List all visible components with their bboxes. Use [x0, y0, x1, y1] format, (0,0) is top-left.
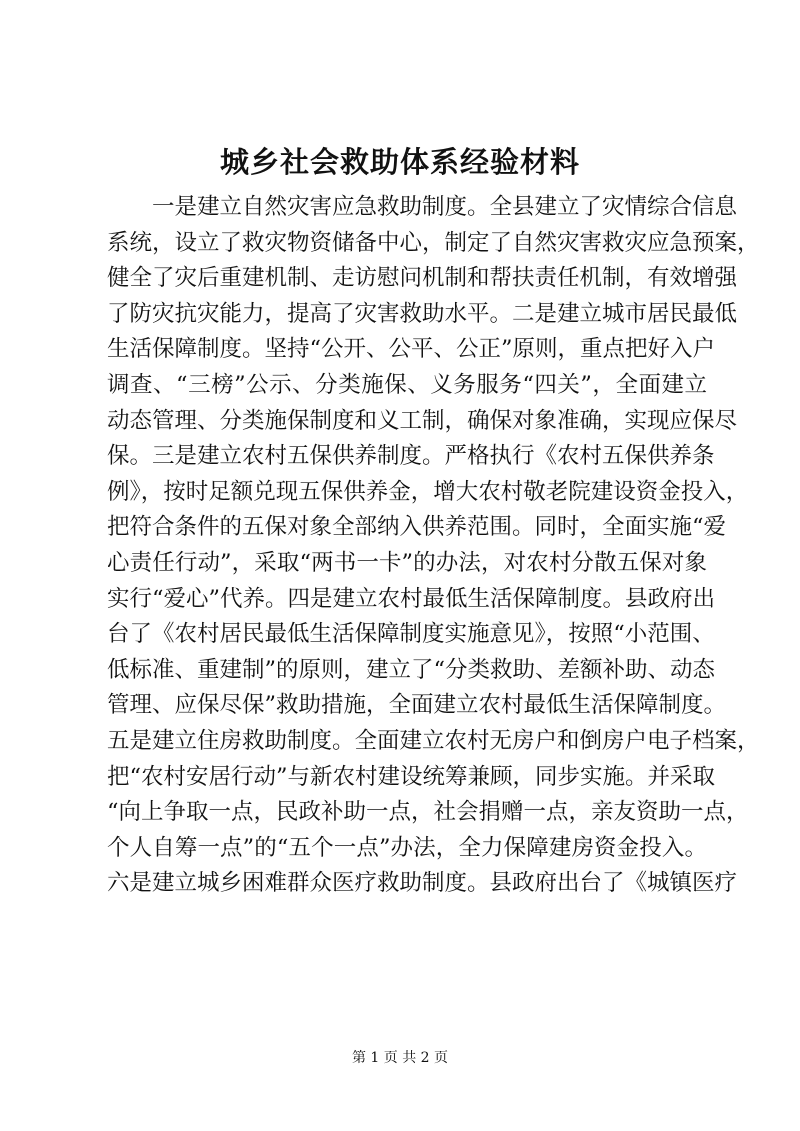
- body-line: 低标准、重建制”的原则，建立了“分类救助、差额补助、动态: [107, 656, 716, 683]
- document-body: [107, 190, 760, 902]
- body-line: 生活保障制度。坚持“公开、公平、公正”原则，重点把好入户: [107, 336, 716, 363]
- body-line: 台了《农村居民最低生活保障制度实施意见》，按照“小范围、: [107, 621, 715, 648]
- page-footer: 第 1 页 共 2 页: [351, 1050, 449, 1066]
- body-line: “向上争取一点，民政补助一点，社会捐赠一点，亲友资助一点，: [107, 799, 749, 826]
- body-line: 把符合条件的五保对象全部纳入供养范围。同时，全面实施“爱: [107, 514, 727, 541]
- body-line: 健全了灾后重建机制、走访慰问机制和帮扶责任机制，有效增强: [107, 265, 738, 292]
- body-line: 调查、“三榜”公示、分类施保、义务服务“四关”，全面建立: [107, 371, 707, 398]
- body-line: 实行“爱心”代养。四是建立农村最低生活保障制度。县政府出: [107, 585, 716, 612]
- body-line: 五是建立住房救助制度。全面建立农村无房户和倒房户电子档案，: [107, 727, 760, 754]
- body-line: 例》，按时足额兑现五保供养金，增大农村敬老院建设资金投入，: [107, 478, 749, 505]
- body-line: 个人自筹一点”的“五个一点”办法，全力保障建房资金投入。: [107, 834, 707, 861]
- body-line: 六是建立城乡困难群众医疗救助制度。县政府出台了《城镇医疗: [107, 870, 738, 897]
- body-line: 把“农村安居行动”与新农村建设统筹兼顾，同步实施。并采取: [107, 763, 716, 790]
- body-line: 动态管理、分类施保制度和义工制，确保对象准确，实现应保尽: [107, 407, 738, 434]
- body-line: 管理、应保尽保”救助措施，全面建立农村最低生活保障制度。: [107, 692, 727, 719]
- body-line: 系统，设立了救灾物资储备中心，制定了自然灾害救灾应急预案，: [107, 229, 760, 256]
- body-line: 心责任行动”，采取“两书一卡”的办法，对农村分散五保对象: [107, 549, 707, 576]
- body-line: 一是建立自然灾害应急救助制度。全县建立了灾情综合信息: [152, 194, 738, 220]
- body-line: 了防灾抗灾能力，提高了灾害救助水平。二是建立城市居民最低: [107, 300, 738, 327]
- body-line: 保。三是建立农村五保供养制度。严格执行《农村五保供养条: [107, 443, 715, 470]
- document-title: 城乡社会救助体系经验材料: [219, 145, 580, 179]
